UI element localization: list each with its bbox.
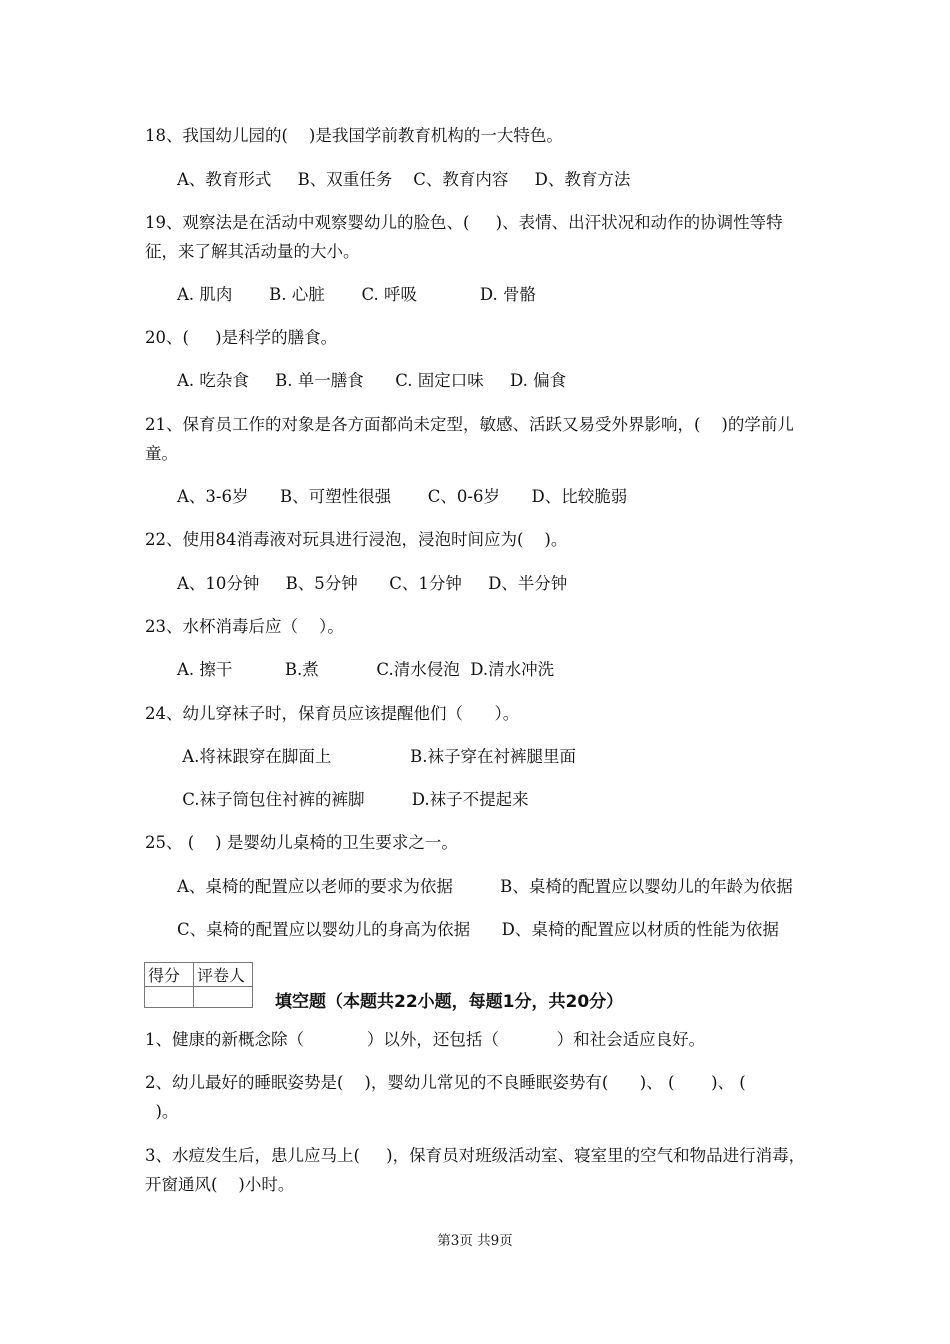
score-table [144, 962, 253, 1008]
question-22-stem: 22、使用84消毒液对玩具进行浸泡，浸泡时间应为( )。 [145, 530, 568, 549]
question-19-stem: 19、观察法是在活动中观察婴幼儿的脸色、( )、表情、出汗状况和动作的协调性等特 [145, 213, 783, 232]
fill-in-2-cont: )。 [145, 1102, 179, 1121]
score-cell [145, 987, 194, 1008]
score-label: 得分 [145, 963, 194, 987]
question-25-options-2: C、桌椅的配置应以婴幼儿的身高为依据 D、桌椅的配置应以材质的性能为依据 [177, 920, 779, 939]
question-23-stem: 23、水杯消毒后应（ ）。 [145, 617, 344, 636]
question-24-options-1: A.将袜跟穿在脚面上 B.袜子穿在衬裤腿里面 [177, 747, 576, 766]
question-21-stem: 21、保育员工作的对象是各方面都尚未定型，敏感、活跃又易受外界影响，( )的学前儿 [145, 415, 794, 434]
question-20-options: A. 吃杂食 B. 单一膳食 C. 固定口味 D. 偏食 [177, 371, 567, 390]
page-footer: 第3页 共9页 [437, 1233, 513, 1249]
question-18-stem: 18、我国幼儿园的( )是我国学前教育机构的一大特色。 [145, 126, 563, 145]
grader-cell [194, 987, 253, 1008]
question-21-stem-cont: 童。 [145, 444, 178, 463]
question-20-stem: 20、( )是科学的膳食。 [145, 328, 338, 347]
fill-in-3-cont: 开窗通风( )小时。 [145, 1175, 295, 1194]
fill-in-1: 1、健康的新概念除（ ）以外，还包括（ ）和社会适应良好。 [145, 1030, 706, 1049]
question-23-options: A. 擦干 B.煮 C.清水侵泡 D.清水冲洗 [177, 660, 555, 679]
question-25-options-1: A、桌椅的配置应以老师的要求为依据 B、桌椅的配置应以婴幼儿的年龄为依据 [177, 877, 793, 896]
fill-in-3: 3、水痘发生后，患儿应马上( )，保育员对班级活动室、寝室里的空气和物品进行消毒， [145, 1146, 806, 1165]
question-24-stem: 24、幼儿穿袜子时，保育员应该提醒他们（ ）。 [145, 704, 520, 723]
question-18-options: A、教育形式 B、双重任务 C、教育内容 D、教育方法 [177, 170, 631, 189]
question-22-options: A、10分钟 B、5分钟 C、1分钟 D、半分钟 [177, 574, 568, 593]
question-25-stem: 25、 ( ) 是婴幼儿桌椅的卫生要求之一。 [145, 833, 458, 852]
grader-label: 评卷人 [194, 963, 253, 987]
section-title: 填空题（本题共22小题，每题1分，共20分） [275, 992, 624, 1012]
question-19-options: A. 肌肉 B. 心脏 C. 呼吸 D. 骨骼 [177, 285, 537, 304]
question-19-stem-cont: 征，来了解其活动量的大小。 [145, 242, 360, 261]
question-24-options-2: C.袜子筒包住衬裤的裤脚 D.袜子不提起来 [177, 790, 529, 809]
question-21-options: A、3-6岁 B、可塑性很强 C、0-6岁 D、比较脆弱 [177, 487, 628, 506]
fill-in-2: 2、幼儿最好的睡眠姿势是( )，婴幼儿常见的不良睡眠姿势有( )、 ( )、 ( [145, 1073, 746, 1092]
